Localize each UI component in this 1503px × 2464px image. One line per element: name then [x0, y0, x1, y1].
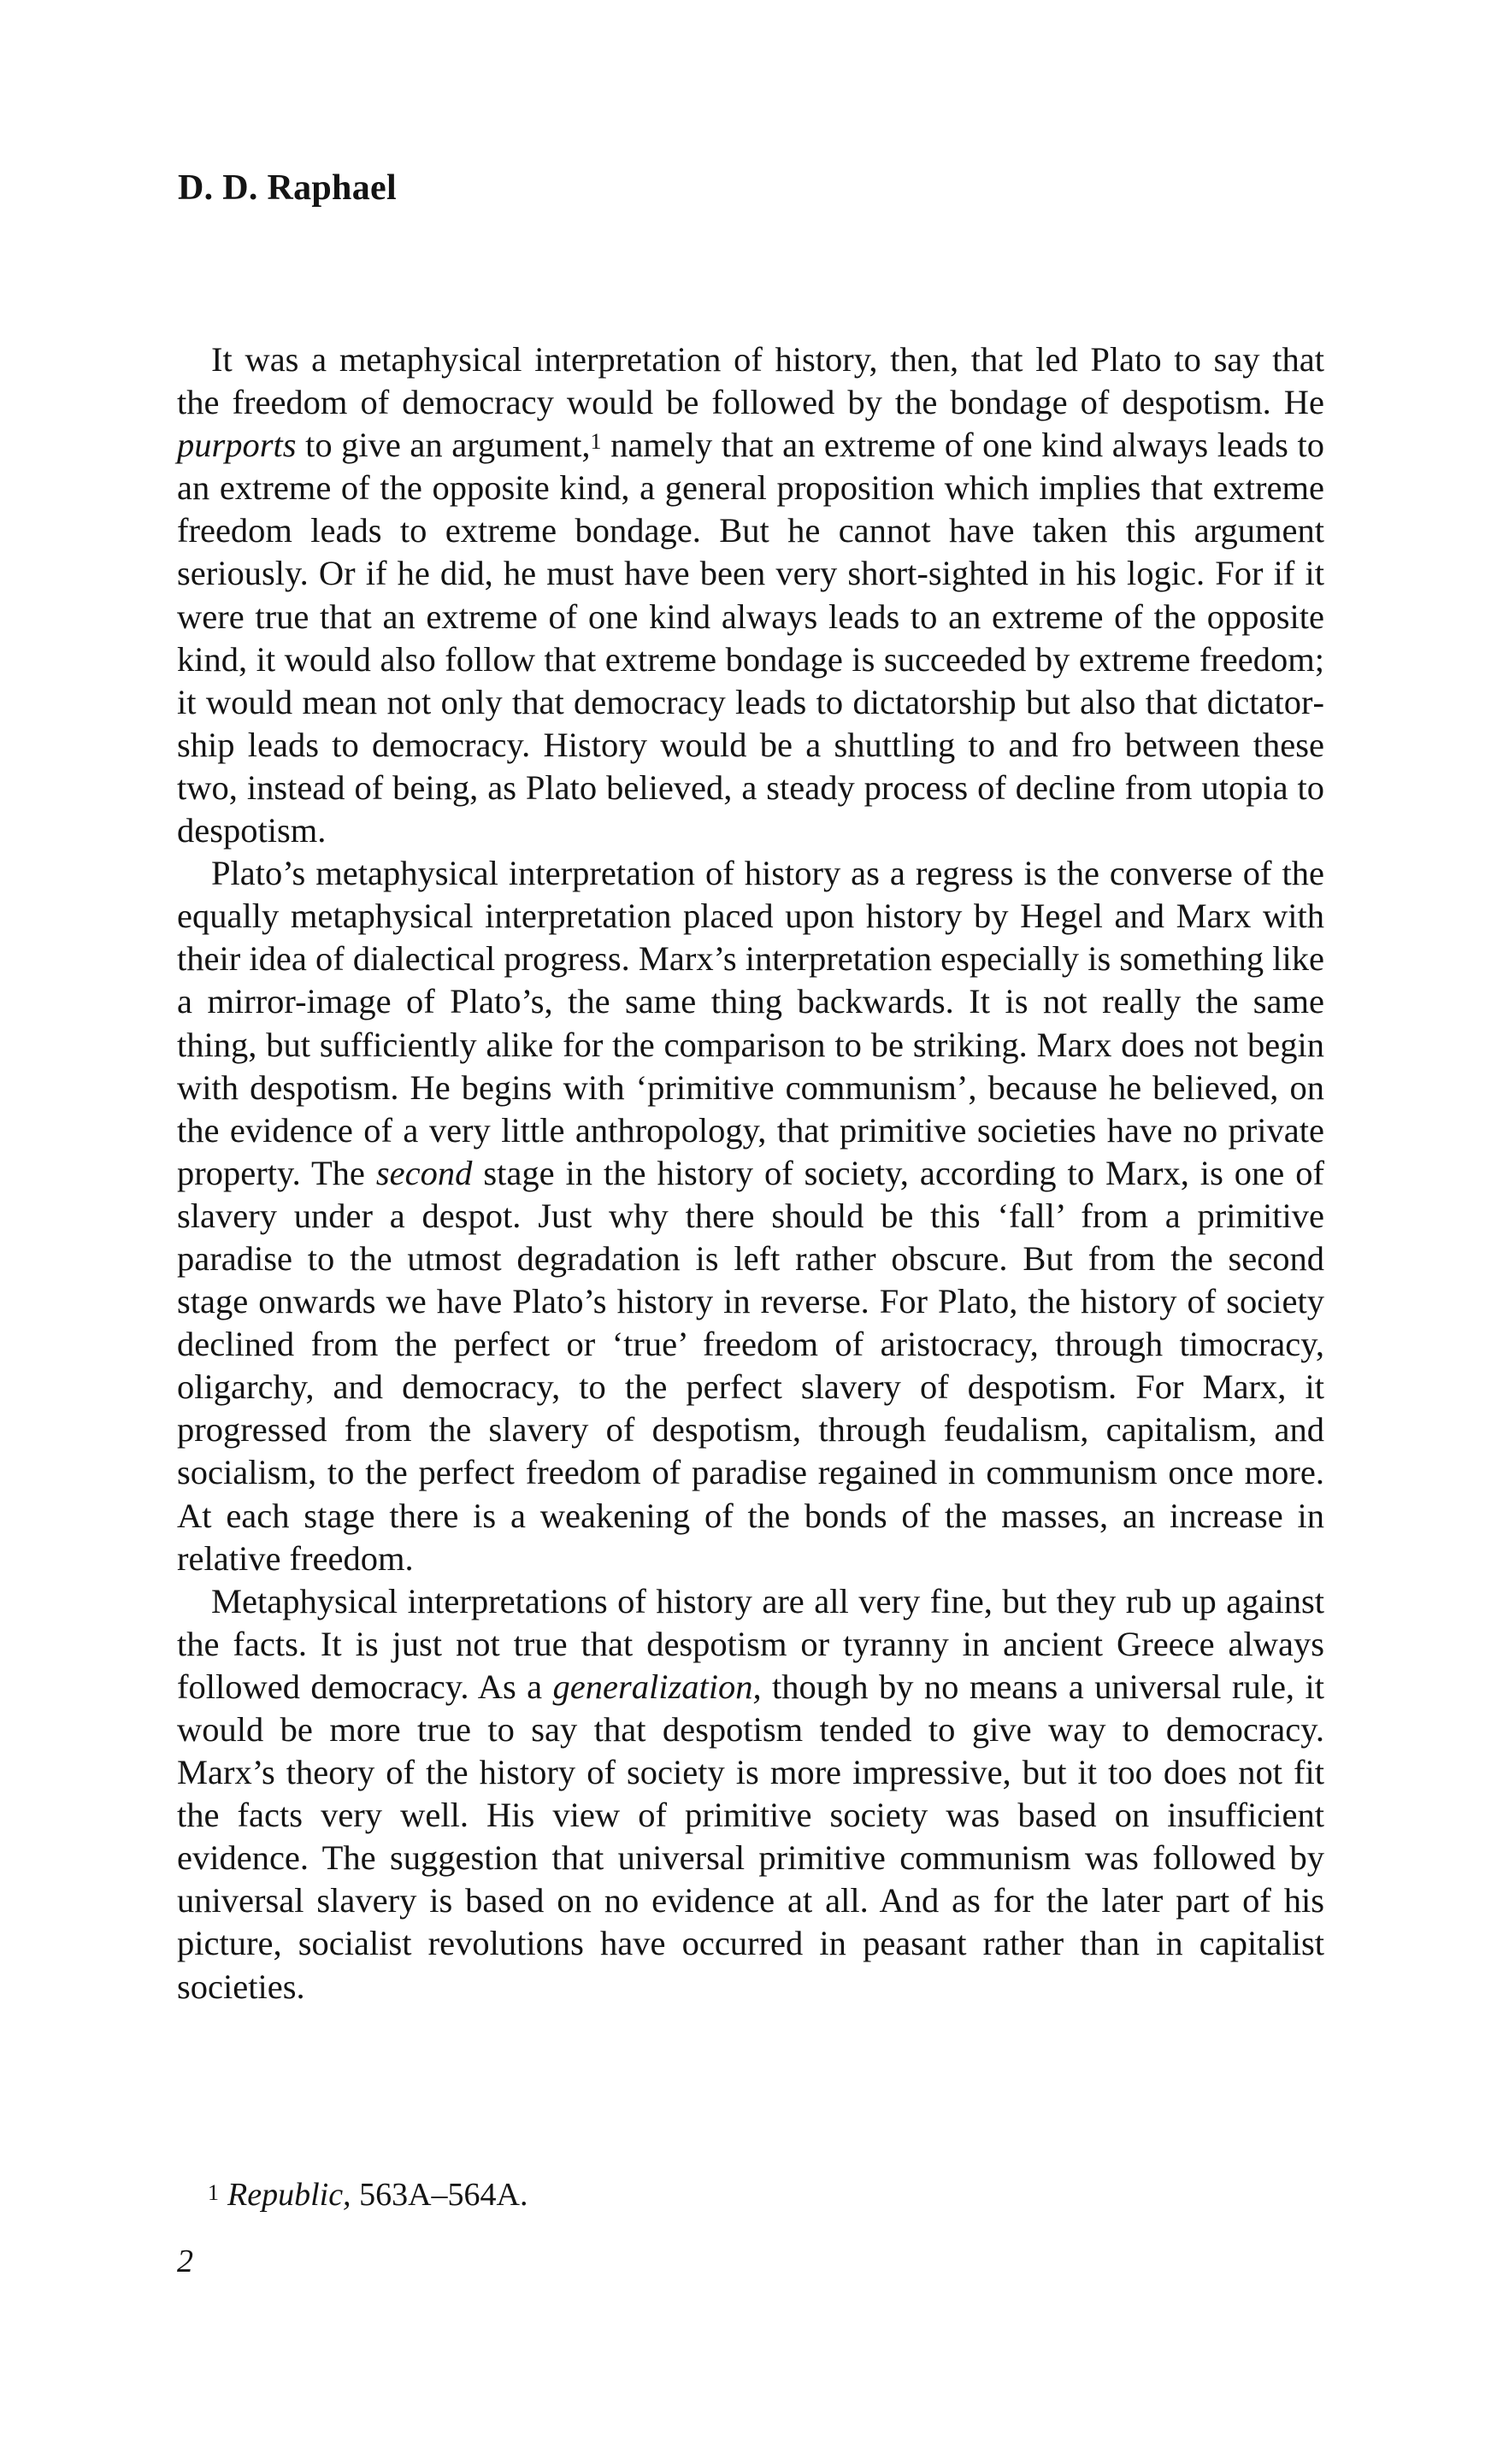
paragraph-3	[177, 1580, 1324, 2008]
footnote-mark: 1	[208, 2180, 219, 2205]
footnote-source: Republic,	[227, 2177, 351, 2213]
footnote	[208, 2174, 528, 2215]
p2-emphasis-second: second	[375, 1153, 473, 1192]
paragraph-1	[177, 338, 1324, 852]
p1-text-3: namely that an extreme of one kind always leads to an extreme of the opposite kind, a general proposition which implies that extreme freedom leads to extreme bondage. But he cannot have taken this argument seriously. Or if he did, he must have been very short-sighted in his logic. For if it were true that an extreme of one kind always leads to an extreme of the opposite kind, it would also follow that extreme bondage is succeeded by extreme freedom; it would mean not only that democracy leads to dictatorship but also that dictatorship leads to democracy. History would be a shuttling to and fro between these two, instead of being, as Plato believed, a steady process of decline from utopia to despotism.	[177, 426, 1324, 850]
p1-text-1: It was a metaphysical interpretation of history, then, that led Plato to say that the freedom of democracy would be followed by the bondage of despotism. He	[177, 340, 1324, 422]
p1-text-2: to give an argument,	[296, 426, 591, 465]
footnote-reference: 1	[590, 429, 602, 455]
p3-text-1: Metaphysical interpretations of history are all very fine, but they rub up against the facts. It is just not true that despotism or tyranny in ancient Greece always followed democracy. As a	[177, 1581, 1324, 1706]
p2-text-2: stage in the history of society, according to Marx, is one of slavery under a despot. Just why there should be this ‘fall’ from a primitive paradise to the utmost degradation is left rather obscure. But from the second stage onwards we have Plato’s history in reverse. For Plato, the history of society declined from the perfect or ‘true’ freedom of aristocracy, through timocracy, oligarchy, and democracy, to the perfect slavery of despotism. For Marx, it progressed from the slavery of despotism, through feudalism, capitalism, and socialism, to the perfect freedom of paradise regained in communism once more. At each stage there is a weakening of the bonds of the masses, an increase in relative freedom.	[177, 1153, 1324, 1578]
p2-text-1: Plato’s metaphysical interpretation of history as a regress is the converse of the equally metaphysical interpretation placed upon history by Hegel and Marx with their idea of dialectical progress. Marx’s interpretation especially is something like a mirror-image of Plato’s, the same thing backwards. It is not really the same thing, but sufficiently alike for the comparison to be striking. Marx does not begin with despotism. He begins with ‘primitive communism’, because he believed, on the evidence of a very little anthropology, that primitive societies have no private property. The	[177, 854, 1324, 1192]
running-head-author: D. D. Raphael	[178, 168, 397, 208]
paragraph-2	[177, 852, 1324, 1580]
footnote-reference-text: 563A–564A.	[359, 2177, 528, 2213]
p1-emphasis-purports: purports	[177, 426, 297, 465]
p3-emphasis-generalization: generalization,	[552, 1667, 762, 1706]
body-text	[177, 338, 1324, 2008]
p3-text-2: though by no means a universal rule, it would be more true to say that despotism tended to give way to democracy. Marx’s theory of the history of society is more impressive, but it too does not fit the facts very well. His view of primitive society was based on insufficient evidence. The suggestion that universal primitive communism was followed by universal slavery is based on no evidence at all. And as for the later part of his picture, socialist revolutions have occurred in peasant rather than in capitalist societies.	[177, 1667, 1324, 2006]
page-number: 2	[177, 2243, 193, 2279]
